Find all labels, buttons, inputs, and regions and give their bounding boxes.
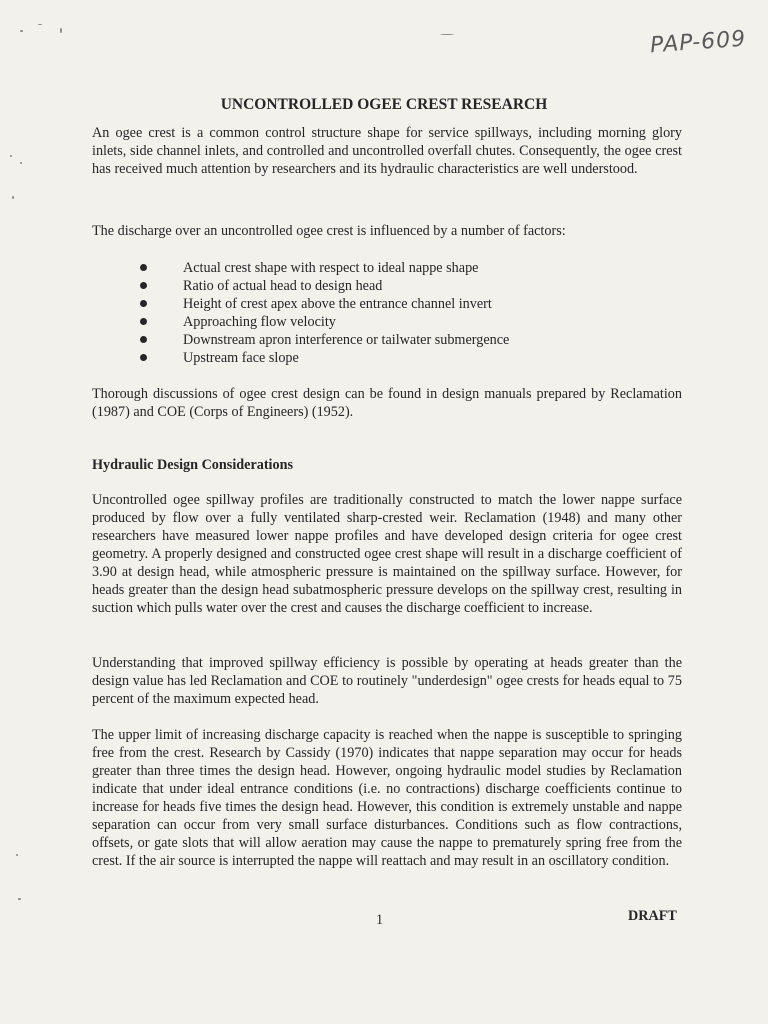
bullet-icon <box>140 282 147 289</box>
bullet-icon <box>140 336 147 343</box>
scan-speck <box>20 30 23 32</box>
section-paragraph-3: The upper limit of increasing discharge capacity is reached when the nappe is susceptible to springing free from the crest. Research by Cassidy (1970) indicates that nappe separation may occur for heads greater than three times the design head. However, ongoing hydraulic model studies by Reclamation indicate that under ideal entrance conditions (i.e. no contractions) discharge coefficients continue to increase for heads five times the design head. However, this condition is extremely unstable and nappe separation can occur from very small surface disturbances. Conditions such as flow contractions, offsets, or gate slots that will allow aeration may cause the nappe to prematurely spring free from the crest. If the air source is interrupted the nappe will reattach and may result in an oscillatory condition. <box>92 727 682 869</box>
factor-text: Height of crest apex above the entrance channel invert <box>183 296 492 312</box>
factors-list <box>140 259 660 367</box>
scan-speck <box>18 898 21 900</box>
scan-speck <box>16 854 18 856</box>
intro-paragraph-2: The discharge over an uncontrolled ogee crest is influenced by a number of factors: <box>92 223 566 239</box>
bullet-icon <box>140 300 147 307</box>
bullet-icon <box>140 354 147 361</box>
bullet-icon <box>140 318 147 325</box>
factor-text: Ratio of actual head to design head <box>183 278 383 294</box>
section-paragraph-1: Uncontrolled ogee spillway profiles are traditionally constructed to match the lower nappe surface produced by flow over a fully ventilated sharp-crested weir. Reclamation (1948) and many other researchers have measured lower nappe profiles and have developed design criteria for ogee crest geometry. A properly designed and constructed ogee crest shape will result in a discharge coefficient of 3.90 at design head, while atmospheric pressure is maintained on the spillway surface. However, for heads greater than the design head subatmospheric pressure develops on the spillway crest, resulting in suction which pulls water over the crest and causes the discharge coefficient to increase. <box>92 492 682 616</box>
list-item <box>140 259 660 277</box>
scan-speck <box>12 196 14 199</box>
list-item <box>140 349 660 367</box>
document-title: UNCONTROLLED OGEE CREST RESEARCH <box>220 96 548 113</box>
section-paragraph-2: Understanding that improved spillway efficiency is possible by operating at heads greater than the design value has led Reclamation and COE to routinely "underdesign" ogee crests for heads equal to 75 percent of the maximum expected head. <box>92 655 682 707</box>
scan-speck <box>440 34 454 35</box>
scan-speck <box>38 24 42 25</box>
draft-stamp: DRAFT <box>628 908 677 924</box>
scan-speck <box>60 28 62 33</box>
bullet-icon <box>140 264 147 271</box>
references-paragraph: Thorough discussions of ogee crest design can be found in design manuals prepared by Reclamation (1987) and COE (Corps of Engineers) (1952). <box>92 386 682 420</box>
intro-paragraph-1: An ogee crest is a common control structure shape for service spillways, including morning glory inlets, side channel inlets, and controlled and uncontrolled overfall chutes. Consequently, the ogee crest has received much attention by researchers and its hydraulic characteristics are well understood. <box>92 125 682 177</box>
scan-speck <box>10 155 12 157</box>
list-item <box>140 295 660 313</box>
handwritten-label: PAP-609 <box>649 26 747 59</box>
factor-text: Actual crest shape with respect to ideal nappe shape <box>183 260 479 276</box>
page-number: 1 <box>376 912 384 928</box>
factor-text: Downstream apron interference or tailwater submergence <box>183 332 510 348</box>
factor-text: Upstream face slope <box>183 350 299 366</box>
list-item <box>140 313 660 331</box>
list-item <box>140 331 660 349</box>
section-heading: Hydraulic Design Considerations <box>92 457 294 473</box>
scan-speck <box>20 162 22 164</box>
list-item <box>140 277 660 295</box>
factor-text: Approaching flow velocity <box>183 314 336 330</box>
